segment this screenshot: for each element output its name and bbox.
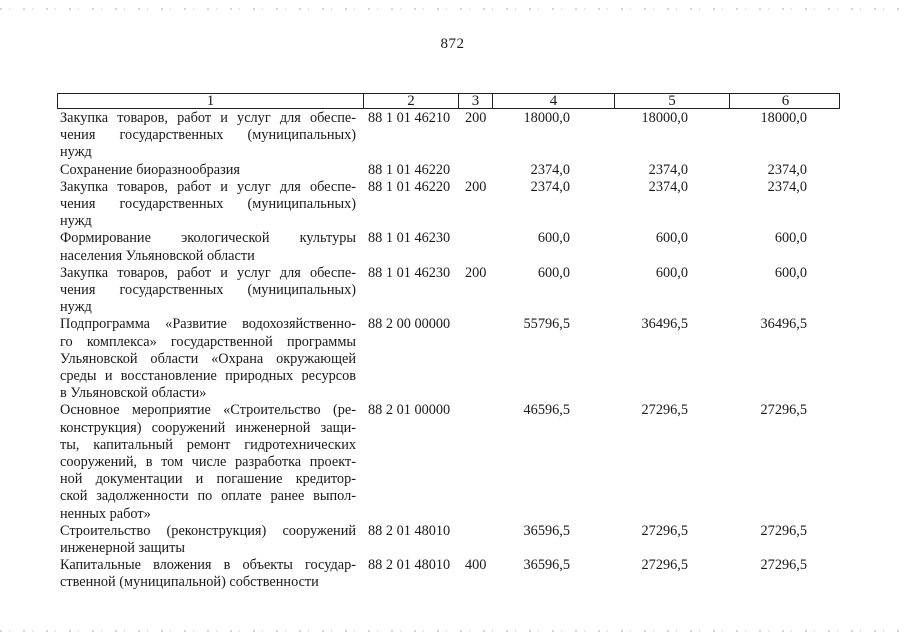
row-name [60, 162, 356, 179]
row-name-line: сооружений, в том числе разработка проект- [60, 453, 356, 470]
table-row [0, 179, 905, 231]
table-row [0, 402, 905, 522]
table-row [0, 557, 905, 591]
scan-noise-bottom [0, 630, 905, 632]
row-value-col6: 27296,5 [760, 522, 807, 539]
row-name-line: ты, капитальный ремонт гидротехнических [60, 436, 356, 453]
row-kind: 200 [465, 110, 487, 126]
row-value-col4: 18000,0 [523, 110, 570, 126]
row-value-col4: 2374,0 [530, 178, 570, 195]
row-value-col4: 46596,5 [523, 402, 570, 419]
row-value-col6: 600,0 [774, 264, 807, 281]
row-value-col6: 36496,5 [760, 316, 807, 333]
row-name-line: среды и восстановление природных ресурсов [60, 367, 356, 384]
row-name-line: населения Ульяновской области [60, 247, 255, 264]
row-kind: 200 [465, 178, 487, 195]
row-value-col6: 27296,5 [760, 402, 807, 419]
row-value-col4: 36596,5 [523, 522, 570, 539]
row-value-col5: 18000,0 [641, 110, 688, 126]
row-kind: 400 [465, 557, 487, 574]
row-name-line: Формирование экологической культуры [60, 230, 356, 247]
row-name-line: ненных работ» [60, 505, 151, 522]
row-name [60, 402, 356, 522]
row-value-col4: 2374,0 [530, 161, 570, 178]
row-name-line: Подпрограмма «Развитие водохозяйственно- [60, 316, 356, 333]
row-code: 88 2 00 00000 [368, 316, 451, 333]
row-name-line: Основное мероприятие «Строительство (ре- [60, 402, 356, 419]
table-body [0, 110, 905, 592]
table-row [0, 110, 905, 162]
table-row [0, 230, 905, 264]
row-value-col4: 600,0 [537, 264, 570, 281]
row-code: 88 1 01 46230 [368, 230, 451, 247]
row-code: 88 1 01 46220 [368, 178, 451, 195]
row-value-col5: 2374,0 [648, 178, 688, 195]
header-col-4: 4 [492, 93, 614, 109]
row-name-line: Ульяновской области «Охрана окружающей [60, 350, 356, 367]
row-name-line: инженерной защиты [60, 539, 186, 556]
row-name-line: чения государственных (муниципальных) [60, 127, 356, 144]
row-code: 88 2 01 00000 [368, 402, 451, 419]
row-code: 88 1 01 46230 [368, 264, 451, 281]
row-name-line: нужд [60, 213, 92, 230]
row-value-col5: 36496,5 [641, 316, 688, 333]
row-name-line: ственной (муниципальной) собственности [60, 574, 319, 591]
row-name-line: ной документации и погашение кредитор- [60, 471, 356, 488]
page-number: 872 [440, 36, 465, 52]
row-value-col5: 27296,5 [641, 522, 688, 539]
row-name-line: в Ульяновской области» [60, 385, 207, 402]
row-code: 88 2 01 48010 [368, 557, 451, 574]
row-value-col5: 2374,0 [648, 161, 688, 178]
table-row [0, 316, 905, 402]
row-name [60, 110, 356, 162]
row-name [60, 179, 356, 231]
row-value-col6: 2374,0 [767, 161, 807, 178]
row-value-col6: 600,0 [774, 230, 807, 247]
row-name-line: нужд [60, 299, 92, 316]
row-value-col5: 600,0 [655, 230, 688, 247]
header-col-2: 2 [363, 93, 458, 109]
row-name-line: Капитальные вложения в объекты государ- [60, 557, 356, 574]
row-code: 88 2 01 48010 [368, 522, 451, 539]
row-value-col4: 55796,5 [523, 316, 570, 333]
table-row [0, 162, 905, 179]
row-value-col4: 36596,5 [523, 557, 570, 574]
row-name [60, 523, 356, 557]
table-header [57, 93, 840, 109]
row-name-line: го комплекса» государственной программы [60, 333, 356, 350]
scan-noise-top [0, 8, 905, 10]
row-name-line: чения государственных (муниципальных) [60, 195, 356, 212]
row-name [60, 265, 356, 317]
row-value-col6: 18000,0 [760, 110, 807, 126]
row-name [60, 230, 356, 264]
header-col-1: 1 [206, 93, 215, 109]
row-name-line: Сохранение биоразнообразия [60, 161, 240, 178]
row-value-col5: 600,0 [655, 264, 688, 281]
row-name-line: Строительство (реконструкция) сооружений [60, 522, 356, 539]
row-name [60, 557, 356, 591]
row-name-line: нужд [60, 144, 92, 161]
row-value-col5: 27296,5 [641, 557, 688, 574]
table-row [0, 523, 905, 557]
row-kind: 200 [465, 264, 487, 281]
row-code: 88 1 01 46210 [368, 110, 451, 126]
row-name-line: Закупка товаров, работ и услуг для обеспе- [60, 110, 356, 126]
header-col-5: 5 [614, 93, 729, 109]
header-col-6: 6 [729, 93, 841, 109]
row-value-col5: 27296,5 [641, 402, 688, 419]
header-col-3: 3 [458, 93, 492, 109]
row-value-col6: 27296,5 [760, 557, 807, 574]
table-row [0, 265, 905, 317]
row-name-line: чения государственных (муниципальных) [60, 281, 356, 298]
row-code: 88 1 01 46220 [368, 161, 451, 178]
row-name-line: конструкция) сооружений инженерной защи- [60, 419, 356, 436]
row-value-col4: 600,0 [537, 230, 570, 247]
row-name-line: Закупка товаров, работ и услуг для обеспе- [60, 264, 356, 281]
row-name-line: Закупка товаров, работ и услуг для обеспе- [60, 178, 356, 195]
row-name [60, 316, 356, 402]
row-value-col6: 2374,0 [767, 178, 807, 195]
row-name-line: ской задолженности по оплате ранее выпол- [60, 488, 356, 505]
